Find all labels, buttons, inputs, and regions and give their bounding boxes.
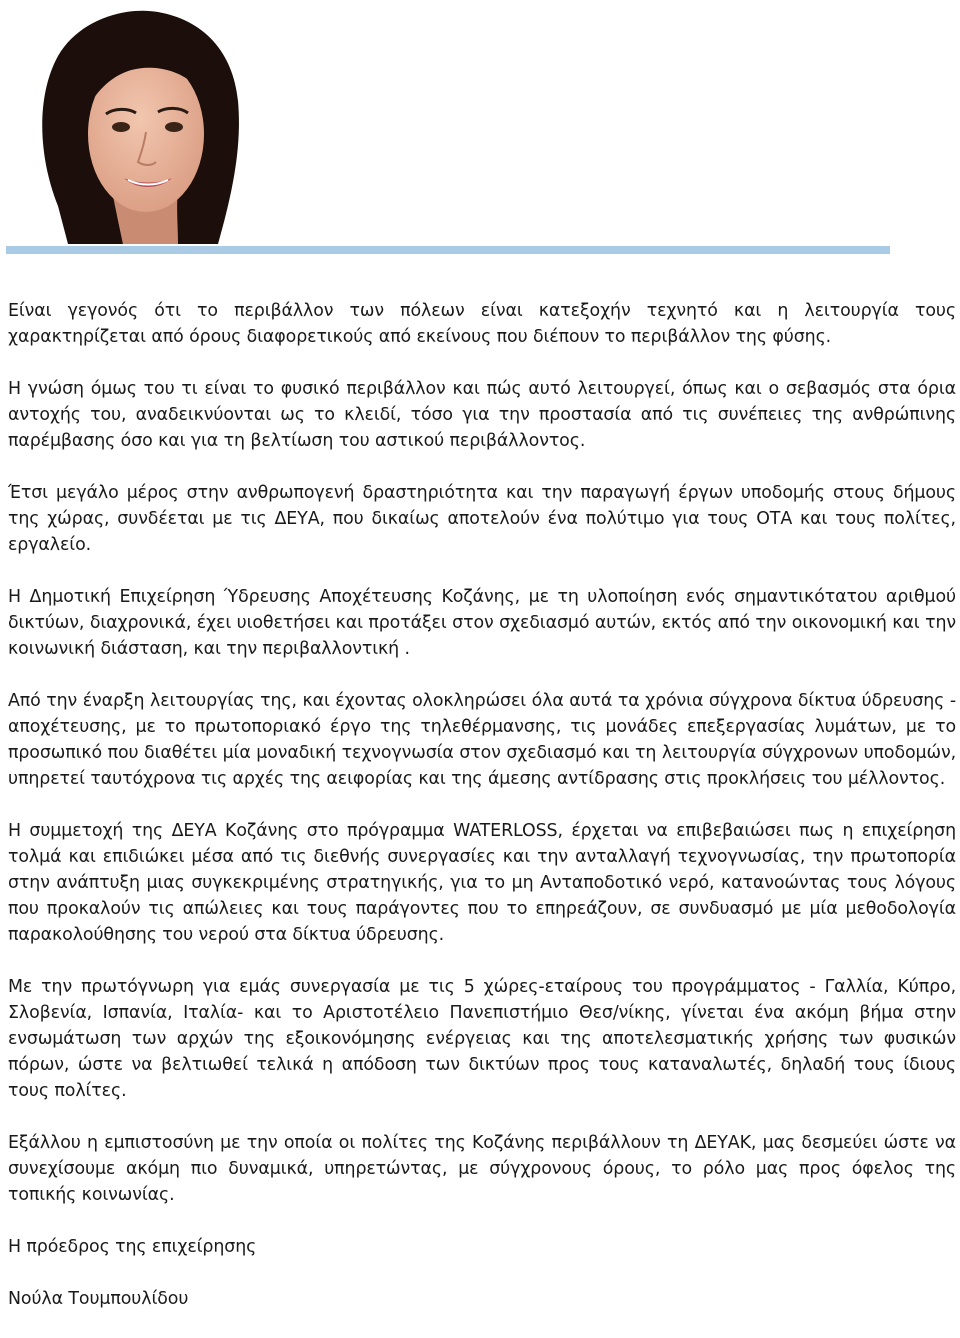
portrait-photo: [28, 6, 248, 244]
letter-body: [8, 298, 956, 1338]
paragraph-2: Η γνώση όμως του τι είναι το φυσικό περιβάλλον και πώς αυτό λειτουργεί, όπως και ο σεβασμός στα όρια αντοχής του, αναδεικνύονται ως το κλειδί, τόσο για την προστασία από τις συνέπειες της ανθρώπινης παρέμβασης όσο και για τη βελτίωση του αστικού περιβάλλοντος.: [8, 379, 956, 451]
signature-name: Νούλα Τουμπουλίδου: [8, 1289, 189, 1309]
paragraph-4: Η Δημοτική Επιχείρηση Ύδρευσης Αποχέτευσης Κοζάνης, με τη υλοποίηση ενός σημαντικότατου αριθμού δικτύων, διαχρονικά, έχει υιοθετήσει και προτάξει στον σχεδιασμό αυτών, εκτός από την οικονομική και την κοινωνική διάσταση, και την περιβαλλοντική .: [8, 587, 956, 659]
portrait-illustration: [28, 6, 248, 244]
paragraph-5: Από την έναρξη λειτουργίας της, και έχοντας ολοκληρώσει όλα αυτά τα χρόνια σύγχρονα δίκτυα ύδρευσης - αποχέτευσης, με το πρωτοποριακό έργο της τηλεθέρμανσης, τις μονάδες επεξεργασίας λυμάτων, με το προσωπικό που διαθέτει μία μοναδική τεχνογνωσία στον σχεδιασμό και τη λειτουργία σύγχρονων υποδομών, υπηρετεί ταυτόχρονα τις αρχές της αειφορίας και της άμεσης αντίδρασης στις προκλήσεις του μέλλοντος.: [8, 691, 956, 789]
paragraph-7: Με την πρωτόγνωρη για εμάς συνεργασία με τις 5 χώρες-εταίρους του προγράμματος - Γαλλία, Κύπρο, Σλοβενία, Ισπανία, Ιταλία- και το Αριστοτέλειο Πανεπιστήμιο Θεσ/νίκης, γίνεται ένα ακόμη βήμα στην ενσωμάτωση των αρχών της εξοικονόμησης ενέργειας και της αποτελεσματικής χρήσης των φυσικών πόρων, ώστε να βελτιωθεί τελικά η απόδοση των δικτύων προς τους καταναλωτές, δηλαδή τους ίδιους τους πολίτες.: [8, 977, 956, 1101]
paragraph-3: Έτσι μεγάλο μέρος στην ανθρωπογενή δραστηριότητα και την παραγωγή έργων υποδομής στους δήμους της χώρας, συνδέεται με τις ΔΕΥΑ, που δικαίως αποτελούν ένα πολύτιμο για τους ΟΤΑ και τους πολίτες, εργαλείο.: [8, 483, 956, 555]
paragraph-1: Είναι γεγονός ότι το περιβάλλον των πόλεων είναι κατεξοχήν τεχνητό και η λειτουργία τους χαρακτηρίζεται από όρους διαφορετικούς από εκείνους που διέπουν το περιβάλλον της φύσης.: [8, 301, 956, 347]
signature-title: Η πρόεδρος της επιχείρησης: [8, 1237, 257, 1257]
paragraph-6: Η συμμετοχή της ΔΕΥΑ Κοζάνης στο πρόγραμμα WATERLOSS, έρχεται να επιβεβαιώσει πως η επιχείρηση τολμά και επιδιώκει μέσα από τις διεθνής συνεργασίες και την ανταλλαγή τεχνογνωσίας, την πρωτοπορία στην ανάπτυξη μιας συγκεκριμένης στρατηγικής, για το μη Ανταποδοτικό νερό, κατανοώντας τους λόγους που προκαλούν τις απώλειες και τους παράγοντες που το επηρεάζουν, σε συνδυασμό με μία μεθοδολογία παρακολούθησης του νερού στα δίκτυα ύδρευσης.: [8, 821, 956, 945]
paragraph-8: Εξάλλου η εμπιστοσύνη με την οποία οι πολίτες της Κοζάνης περιβάλλουν τη ΔΕΥΑΚ, μας δεσμεύει ώστε να συνεχίσουμε ακόμη πιο δυναμικά, υπηρετώντας, με σύγχρονους όρους, το ρόλο μας προς όφελος της τοπικής κοινωνίας.: [8, 1133, 956, 1205]
accent-divider: [6, 246, 890, 254]
